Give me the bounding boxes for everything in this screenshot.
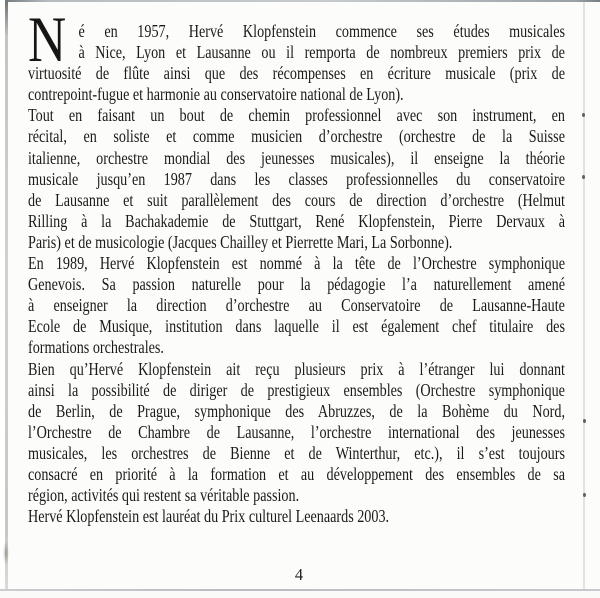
- text-line: à enseigner la direction d’orchestre au Conservatoire de Lausanne-Haute: [28, 295, 565, 316]
- scan-smudge: [3, 541, 9, 565]
- scan-margin-bottom: [0, 591, 600, 598]
- text-line: à Nice, Lyon et Lausanne ou il remporta de nombreux premiers prix de: [78, 42, 565, 63]
- text-line: Genevois. Sa passion naturelle pour la pédagogie l’a naturellement amené: [28, 274, 565, 295]
- text-line: Bien qu’Hervé Klopfenstein ait reçu plusieurs prix à l’étranger lui donnant: [28, 358, 565, 379]
- text-line: de Berlin, de Prague, symphonique des Abruzzes, de la Bohème du Nord,: [28, 400, 565, 421]
- text-line: é en 1957, Hervé Klopfenstein commence ses études musicales: [78, 21, 565, 41]
- drop-cap-container: [28, 4, 72, 76]
- text-line: En 1989, Hervé Klopfenstein est nommé à la tête de l’Orchestre symphonique: [28, 253, 565, 274]
- page-number: 4: [294, 565, 304, 584]
- text-line: Paris) et de musicologie (Jacques Chailley et Pierrette Mari, La Sorbonne).: [28, 231, 453, 252]
- page-edge-right: [583, 2, 585, 590]
- paragraph-prizes: [28, 359, 565, 507]
- page-edge-left: [5, 1, 8, 591]
- text-line: Tout en faisant un bout de chemin professionnel avec son instrument, en: [28, 105, 565, 126]
- scan-speck: [583, 419, 586, 423]
- text-line: consacré en priorité à la formation et au développement des ensembles de sa: [28, 463, 565, 484]
- scan-speck: [583, 493, 586, 497]
- text-line: virtuosité de flûte ainsi que des récompenses en écriture musicale (prix de: [28, 63, 565, 84]
- scan-speck: [582, 175, 585, 179]
- paragraph-1989: [28, 253, 565, 358]
- text-line: Rilling à la Bachakademie de Stuttgart, René Klopfenstein, Pierre Dervaux à: [28, 210, 565, 231]
- paragraph-leenaards: [28, 506, 565, 527]
- scan-speck: [582, 113, 585, 117]
- text-line: récital, en soliste et comme musicien d’orchestre (orchestre de la Suisse: [28, 126, 565, 147]
- text-line: Hervé Klopfenstein est lauréat du Prix culturel Leenaards 2003.: [28, 506, 390, 527]
- text-line: formations orchestrales.: [28, 337, 164, 358]
- text-line: contrepoint-fugue et harmonie au conservatoire national de Lyon).: [28, 84, 404, 105]
- text-line: l’Orchestre de Chambre de Lausanne, l’orchestre international des jeunesses: [28, 421, 565, 442]
- text-area: [28, 4, 570, 527]
- paragraph-biography-intro: [28, 4, 565, 105]
- text-line: Ecole de Musique, institution dans laquelle il est également chef titulaire des: [28, 316, 565, 337]
- text-line: région, activités qui restent sa véritable passion.: [28, 485, 300, 506]
- text-line: musicale jusqu’en 1987 dans les classes professionnelles du conservatoire: [28, 168, 565, 189]
- drop-cap: N: [28, 4, 67, 76]
- paragraph-career: [28, 105, 565, 253]
- text-line: italienne, orchestre mondial des jeunesses musicales), il enseigne la théorie: [28, 147, 565, 168]
- text-block: [28, 4, 565, 527]
- text-line: ainsi la possibilité de diriger de prestigieux ensembles (Orchestre symphonique: [28, 379, 565, 400]
- page-edge-top: [0, 0, 600, 2]
- text-line: de Lausanne et suit parallèlement des cours de direction d’orchestre (Helmut: [28, 189, 565, 210]
- text-line: musicales, les orchestres de Bienne et de Winterthur, etc.), il s’est toujours: [28, 442, 565, 463]
